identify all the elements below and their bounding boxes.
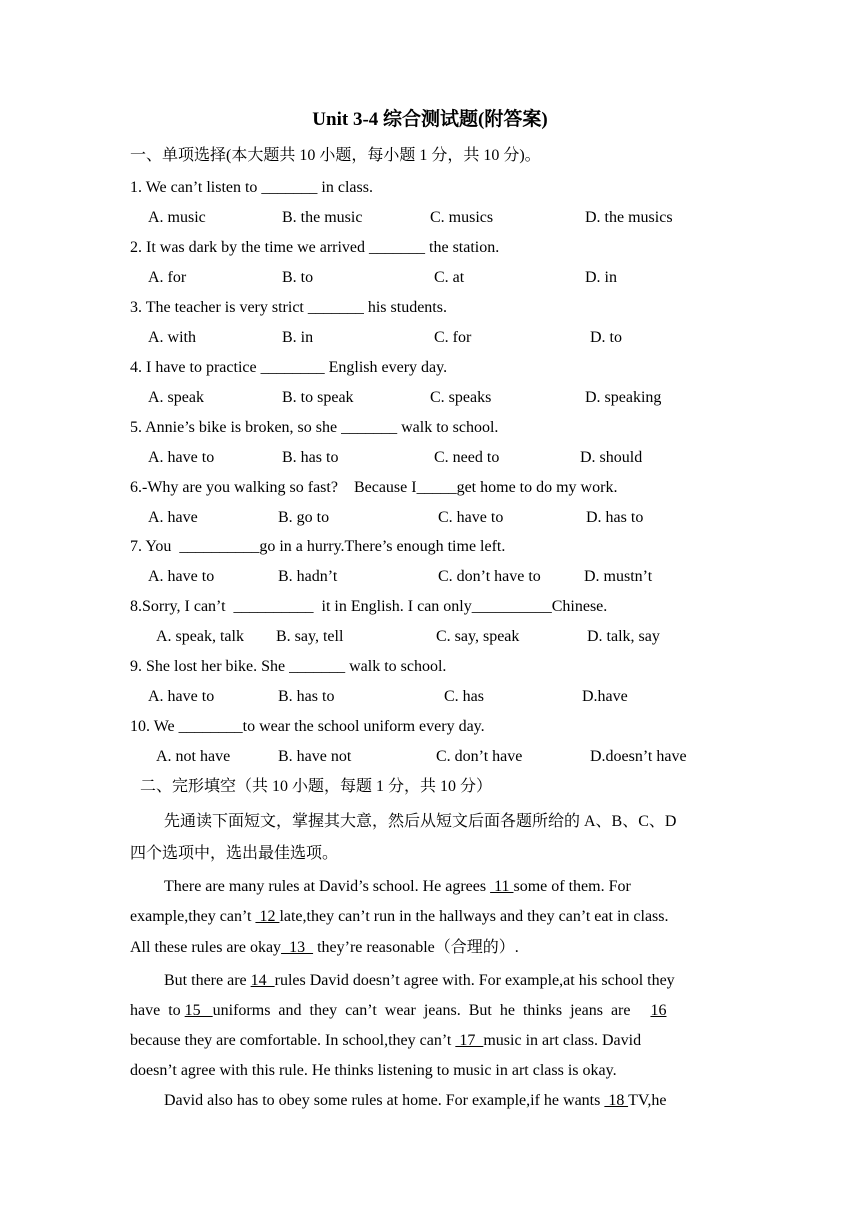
option-a: A. with — [148, 329, 196, 346]
option-c: C. has — [444, 688, 484, 705]
option-a: A. music — [148, 209, 206, 226]
option-c: C. say, speak — [436, 628, 520, 645]
text: All these rules are okay — [130, 939, 282, 956]
passage-p2-line2 — [130, 1001, 666, 1021]
option-a: A. not have — [156, 748, 231, 765]
question-stem: 7. You __________go in a hurry.There’s enough time left. — [130, 538, 506, 555]
blank-12: 12 — [255, 908, 280, 925]
text: they’re reasonable（合理的）. — [313, 939, 519, 956]
option-a: A. have to — [148, 449, 215, 466]
text: have to — [130, 1002, 185, 1019]
page-title: Unit 3-4 综合测试题(附答案) — [312, 109, 548, 130]
text: uniforms and they can’t wear jeans. But he thinks jeans are — [212, 1002, 651, 1019]
option-d: D.have — [582, 688, 628, 705]
blank-13: 13 — [281, 939, 314, 956]
option-c: C. don’t have to — [438, 568, 541, 585]
text: But there are — [164, 972, 251, 989]
question-stem: 6.-Why are you walking so fast? Because I_____get home to do my work. — [130, 479, 618, 496]
option-a: A. speak, talk — [156, 628, 244, 645]
blank-15: 15 — [184, 1002, 213, 1019]
option-a: A. have to — [148, 568, 215, 585]
option-c: C. for — [434, 329, 472, 346]
option-c: C. at — [434, 269, 465, 286]
question-stem: 3. The teacher is very strict _______ his students. — [130, 299, 447, 316]
blank-18: 18 — [604, 1092, 629, 1109]
question-stem: 1. We can’t listen to _______ in class. — [130, 179, 373, 196]
passage-p1-line3 — [130, 938, 519, 958]
question-stem: 4. I have to practice ________ English every day. — [130, 359, 448, 376]
option-d: D. should — [580, 449, 643, 466]
option-c: C. have to — [438, 509, 504, 526]
option-c: C. speaks — [430, 389, 492, 406]
option-d: D. has to — [586, 509, 644, 526]
option-d: D. mustn’t — [584, 568, 653, 585]
option-b: B. the music — [282, 209, 363, 226]
option-c: C. need to — [434, 449, 500, 466]
option-b: B. has to — [278, 688, 335, 705]
text: because they are comfortable. In school,they can’t — [130, 1032, 456, 1049]
option-a: A. speak — [148, 389, 204, 406]
option-d: D. in — [585, 269, 617, 286]
text: some of them. For — [513, 878, 631, 895]
text: late,they can’t run in the hallways and they can’t eat in class. — [279, 908, 669, 925]
option-c: C. musics — [430, 209, 494, 226]
option-b: B. say, tell — [276, 628, 344, 645]
option-d: D. talk, say — [587, 628, 660, 645]
option-c: C. don’t have — [436, 748, 523, 765]
instruction-line-1: 先通读下面短文，掌握其大意，然后从短文后面各题所给的 A、B、C、D — [164, 813, 677, 830]
option-b: B. go to — [278, 509, 330, 526]
passage-p2-line1 — [164, 971, 675, 991]
passage-p2-line4: doesn’t agree with this rule. He thinks listening to music in art class is okay. — [130, 1062, 617, 1079]
option-d: D.doesn’t have — [590, 748, 687, 765]
blank-14: 14 — [250, 972, 275, 989]
section2-heading: 二、完形填空（共 10 小题，每题 1 分，共 10 分） — [140, 778, 493, 795]
text: rules David doesn’t agree with. For example,at his school they — [274, 972, 675, 989]
option-a: A. have to — [148, 688, 215, 705]
blank-11: 11 — [490, 878, 514, 895]
option-d: D. speaking — [585, 389, 662, 406]
passage-p1-line2 — [130, 907, 669, 927]
option-d: D. to — [590, 329, 622, 346]
option-b: B. hadn’t — [278, 568, 338, 585]
passage-p3-line1 — [164, 1091, 666, 1111]
passage-p1-line1 — [164, 877, 631, 897]
text: There are many rules at David’s school. He agrees — [164, 878, 491, 895]
blank-17: 17 — [455, 1032, 484, 1049]
option-b: B. have not — [278, 748, 352, 765]
text: TV,he — [628, 1092, 667, 1109]
question-stem: 5. Annie’s bike is broken, so she _______ walk to school. — [130, 419, 499, 436]
question-stem: 2. It was dark by the time we arrived _______ the station. — [130, 239, 500, 256]
option-b: B. to — [282, 269, 314, 286]
passage-p2-line3 — [130, 1031, 641, 1051]
instruction-line-2: 四个选项中，选出最佳选项。 — [130, 845, 339, 862]
text: David also has to obey some rules at home. For example,if he wants — [164, 1092, 605, 1109]
option-a: A. have — [148, 509, 198, 526]
text: example,they can’t — [130, 908, 256, 925]
option-d: D. the musics — [585, 209, 673, 226]
option-b: B. has to — [282, 449, 339, 466]
section1-heading: 一、单项选择(本大题共 10 小题，每小题 1 分，共 10 分)。 — [130, 147, 541, 164]
question-stem: 10. We ________to wear the school uniform every day. — [130, 718, 485, 735]
question-stem: 9. She lost her bike. She _______ walk to school. — [130, 658, 447, 675]
question-stem: 8.Sorry, I can’t __________ it in English. I can only__________Chinese. — [130, 598, 608, 615]
option-b: B. in — [282, 329, 314, 346]
option-a: A. for — [148, 269, 187, 286]
text: music in art class. David — [483, 1032, 642, 1049]
option-b: B. to speak — [282, 389, 354, 406]
blank-16: 16 — [650, 1002, 667, 1019]
